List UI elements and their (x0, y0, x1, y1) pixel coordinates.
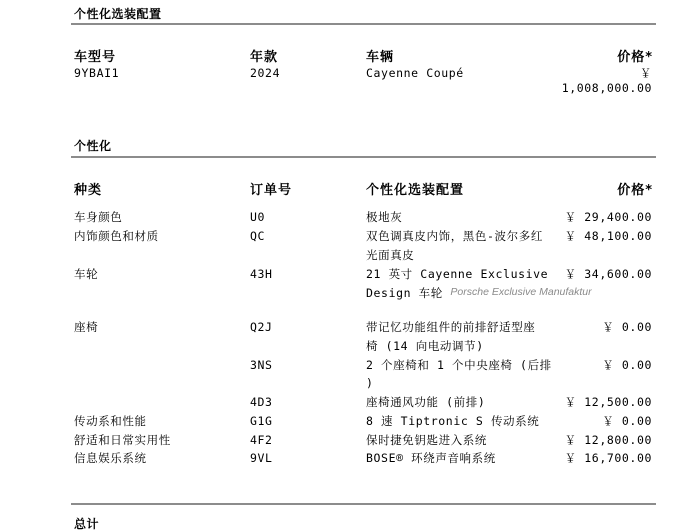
row-description: 带记忆功能组件的前排舒适型座 (366, 320, 536, 334)
section-divider (71, 503, 656, 505)
row-category: 信息娱乐系统 (74, 451, 147, 465)
row-category: 座椅 (74, 320, 99, 334)
row-price: ￥ 12,500.00 (564, 395, 652, 409)
row-description-cont: 椅 (14 向电动调节) (366, 339, 484, 353)
row-category: 传动系和性能 (74, 414, 147, 428)
row-subnote: Porsche Exclusive Manufaktur (450, 286, 592, 298)
row-category: 内饰颜色和材质 (74, 229, 159, 243)
row-code: U0 (250, 210, 266, 224)
price-header: 价格* (617, 50, 653, 65)
row-code: 4F2 (250, 433, 273, 447)
vehicle-name: Cayenne Coupé (366, 66, 464, 80)
row-price: ￥ 12,800.00 (564, 433, 652, 447)
row-code: G1G (250, 414, 273, 428)
category-header: 种类 (74, 183, 103, 198)
row-price: ￥ 16,700.00 (564, 451, 652, 465)
row-price: ￥ 0.00 (602, 414, 652, 428)
row-category: 车轮 (74, 267, 99, 281)
order-number-header: 订单号 (250, 183, 293, 198)
row-code: 43H (250, 267, 273, 281)
row-price: ￥ 0.00 (602, 320, 652, 334)
model-price: 1,008,000.00 (561, 81, 652, 95)
vehicle-header: 车辆 (366, 50, 395, 65)
row-description: 极地灰 (366, 210, 403, 224)
model-number: 9YBAI1 (74, 66, 120, 80)
model-number-header: 车型号 (74, 50, 117, 65)
row-description: 保时捷免钥匙进入系统 (366, 433, 487, 447)
row-code: 4D3 (250, 395, 273, 409)
option-price-header: 价格* (617, 183, 653, 198)
row-description: 2 个座椅和 1 个中央座椅 (后排 (366, 358, 552, 372)
section-title-personalization: 个性化 (74, 139, 112, 153)
row-category: 车身颜色 (74, 210, 123, 224)
row-price: ￥ 0.00 (602, 358, 652, 372)
row-code: QC (250, 229, 266, 243)
section-divider (71, 156, 656, 158)
row-description-cont: 光面真皮 (366, 248, 415, 262)
row-category: 舒适和日常实用性 (74, 433, 171, 447)
model-year: 2024 (250, 66, 281, 80)
row-code: 9VL (250, 451, 273, 465)
row-description-text: Design 车轮 (366, 286, 443, 300)
row-price: ￥ 29,400.00 (564, 210, 652, 224)
row-price: ￥ 48,100.00 (564, 229, 652, 243)
row-code: Q2J (250, 320, 273, 334)
section-title-options-config: 个性化选装配置 (74, 7, 162, 21)
section-title-next: 总计 (74, 517, 100, 531)
row-description-cont: ) (366, 376, 374, 390)
row-description: 座椅通风功能 (前排) (366, 395, 486, 409)
model-currency: ￥ (639, 66, 652, 80)
year-header: 年款 (250, 50, 279, 65)
row-code: 3NS (250, 358, 273, 372)
row-description: 双色调真皮内饰，黑色-波尔多红 (366, 229, 543, 243)
option-header: 个性化选装配置 (366, 183, 465, 198)
row-description-cont (366, 284, 620, 303)
row-description: 21 英寸 Cayenne Exclusive (366, 267, 549, 281)
section-divider (71, 23, 656, 25)
row-description: 8 速 Tiptronic S 传动系统 (366, 414, 540, 428)
row-description: BOSE® 环绕声音响系统 (366, 451, 496, 465)
row-price: ￥ 34,600.00 (564, 267, 652, 281)
